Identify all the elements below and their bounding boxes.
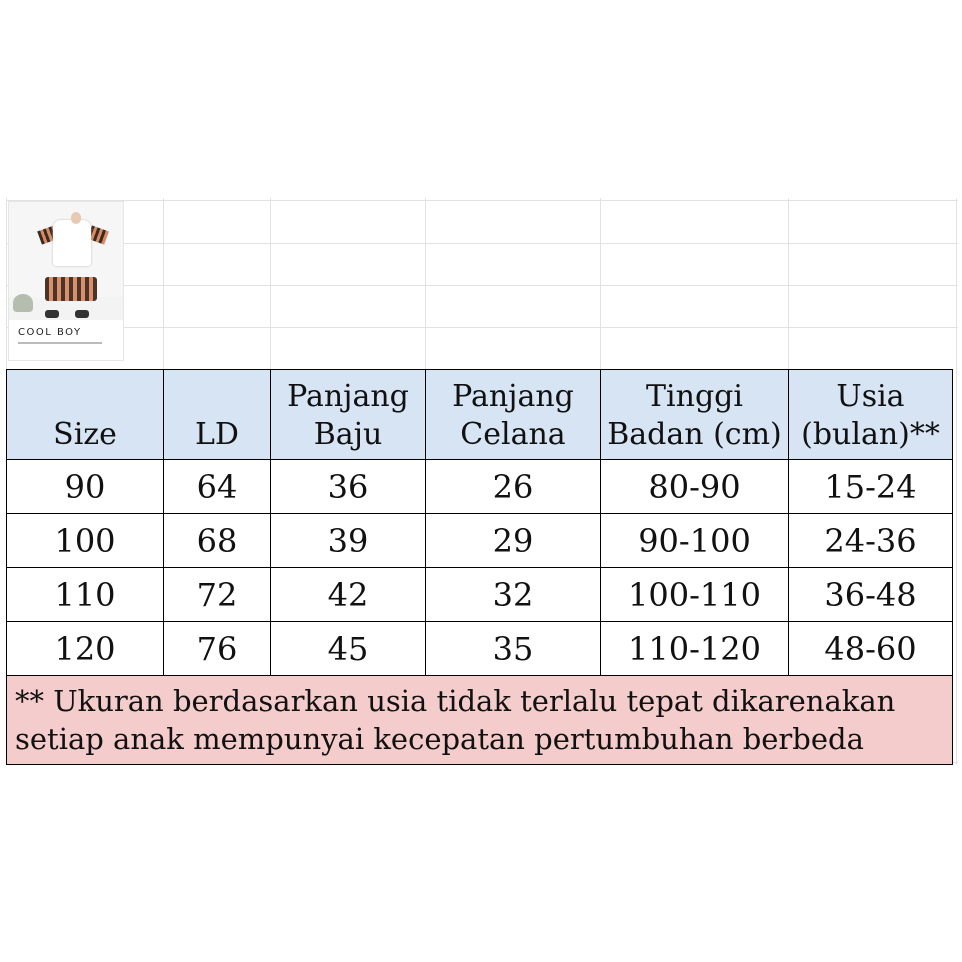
cell-panjang-baju: 45 (271, 622, 426, 676)
caption-line (18, 342, 102, 344)
cell-panjang-celana: 35 (426, 622, 601, 676)
table-row (7, 514, 953, 568)
cell-usia: 36-48 (789, 568, 953, 622)
grid-line (956, 198, 957, 764)
brand-label: COOL BOY (18, 327, 82, 338)
cell-panjang-baju: 42 (271, 568, 426, 622)
cell-panjang-baju: 36 (271, 460, 426, 514)
age-size-note (7, 676, 953, 765)
grid-line (6, 327, 958, 328)
cell-size: 90 (7, 460, 164, 514)
cell-ld: 68 (164, 514, 271, 568)
note-line: setiap anak mempunyai kecepatan pertumbuhan berbeda (15, 722, 864, 756)
cell-usia: 48-60 (789, 622, 953, 676)
grid-line (6, 200, 958, 201)
size-chart-table (6, 369, 953, 765)
cell-tinggi-badan: 80-90 (601, 460, 789, 514)
cell-panjang-celana: 26 (426, 460, 601, 514)
plant-decoration (13, 294, 33, 312)
header-panjang-baju: Panjang Baju (271, 370, 426, 460)
hand (71, 212, 81, 224)
cell-usia: 24-36 (789, 514, 953, 568)
grid-line (6, 243, 958, 244)
cell-usia: 15-24 (789, 460, 953, 514)
shoe-left (45, 310, 59, 318)
header-size: Size (7, 370, 164, 460)
cell-panjang-baju: 39 (271, 514, 426, 568)
header-panjang-celana: Panjang Celana (426, 370, 601, 460)
cell-tinggi-badan: 110-120 (601, 622, 789, 676)
image-footer (9, 320, 123, 360)
note-line: ** Ukuran berdasarkan usia tidak terlalu tepat dikarenakan (15, 684, 896, 718)
cell-ld: 72 (164, 568, 271, 622)
table-row (7, 568, 953, 622)
cell-ld: 64 (164, 460, 271, 514)
cell-panjang-celana: 29 (426, 514, 601, 568)
cell-tinggi-badan: 90-100 (601, 514, 789, 568)
table-row (7, 460, 953, 514)
cell-panjang-celana: 32 (426, 568, 601, 622)
header-tinggi-badan: Tinggi Badan (cm) (601, 370, 789, 460)
cell-ld: 76 (164, 622, 271, 676)
product-image[interactable] (8, 201, 124, 361)
shorts (45, 277, 97, 301)
cell-size: 120 (7, 622, 164, 676)
cell-tinggi-badan: 100-110 (601, 568, 789, 622)
shoe-right (75, 310, 89, 318)
shirt (53, 220, 91, 266)
note-row (7, 676, 953, 765)
header-usia: Usia (bulan)** (789, 370, 953, 460)
header-ld: LD (164, 370, 271, 460)
cell-size: 110 (7, 568, 164, 622)
table-row (7, 622, 953, 676)
header-row (7, 370, 953, 460)
grid-line (6, 285, 958, 286)
cell-size: 100 (7, 514, 164, 568)
